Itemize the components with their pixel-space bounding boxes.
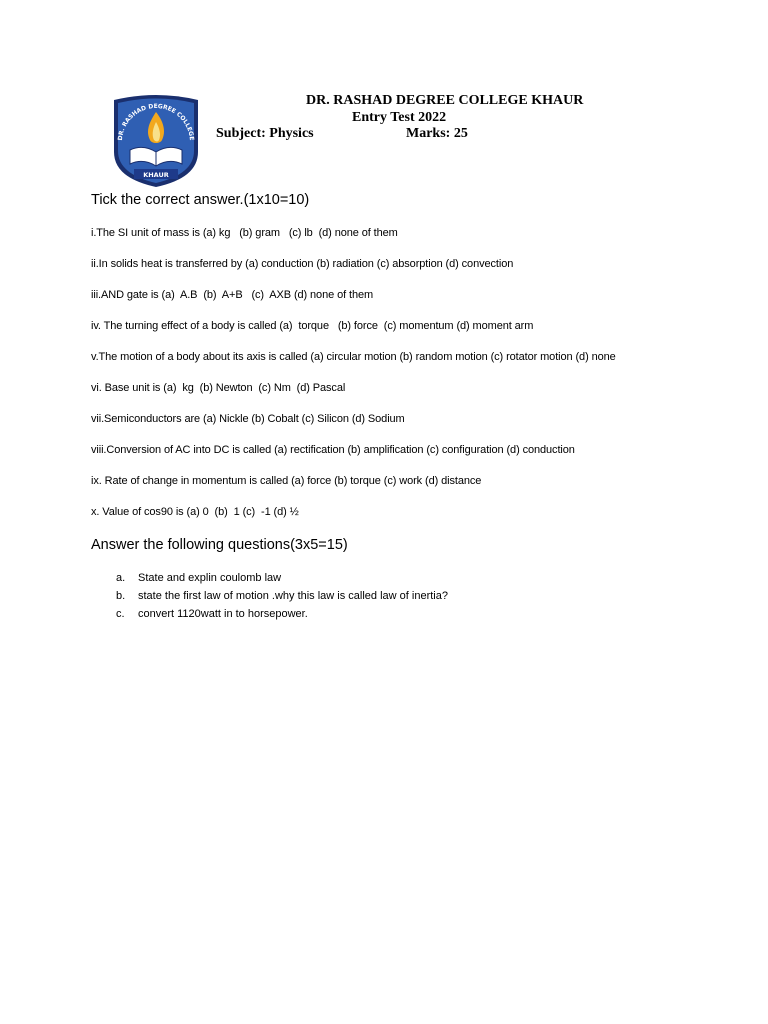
- test-title: Entry Test 2022: [352, 110, 447, 125]
- mcq-item: vi. Base unit is (a) kg (b) Newton (c) Nm (d) Pascal: [91, 382, 346, 394]
- logo-banner-text: KHAUR: [143, 171, 169, 179]
- marks-label: Marks: 25: [406, 126, 468, 141]
- subject-label: Subject: Physics: [216, 126, 314, 141]
- mcq-item: v.The motion of a body about its axis is called (a) circular motion (b) random motion (c) rotator motion (d) none: [91, 351, 616, 363]
- question-text: State and explin coulomb law: [138, 572, 282, 584]
- mcq-item: ix. Rate of change in momentum is called (a) force (b) torque (c) work (d) distance: [91, 475, 482, 487]
- mcq-item: ii.In solids heat is transferred by (a) conduction (b) radiation (c) absorption (d) convection: [91, 258, 514, 270]
- question-section-title: Answer the following questions(3x5=15): [91, 537, 348, 553]
- mcq-section-title: Tick the correct answer.(1x10=10): [91, 192, 310, 208]
- question-marker: a.: [116, 572, 126, 584]
- college-logo: [108, 92, 204, 188]
- college-name: DR. RASHAD DEGREE COLLEGE KHAUR: [306, 93, 584, 108]
- mcq-item: iii.AND gate is (a) A.B (b) A+B (c) AXB (d) none of them: [91, 289, 374, 301]
- question-text: state the first law of motion .why this law is called law of inertia?: [138, 590, 448, 602]
- mcq-item: i.The SI unit of mass is (a) kg (b) gram (c) lb (d) none of them: [91, 227, 398, 239]
- question-marker: c.: [116, 608, 125, 620]
- mcq-item: viii.Conversion of AC into DC is called (a) rectification (b) amplification (c) configuration (d) conduction: [91, 444, 575, 456]
- question-text: convert 1120watt in to horsepower.: [138, 608, 308, 620]
- mcq-item: x. Value of cos90 is (a) 0 (b) 1 (c) -1 (d) ½: [91, 506, 299, 518]
- question-marker: b.: [116, 590, 126, 602]
- logo-arc-text: DR. RASHAD DEGREE COLLEGE: [116, 102, 196, 141]
- mcq-item: iv. The turning effect of a body is called (a) torque (b) force (c) momentum (d) moment arm: [91, 320, 534, 332]
- mcq-item: vii.Semiconductors are (a) Nickle (b) Cobalt (c) Silicon (d) Sodium: [91, 413, 405, 425]
